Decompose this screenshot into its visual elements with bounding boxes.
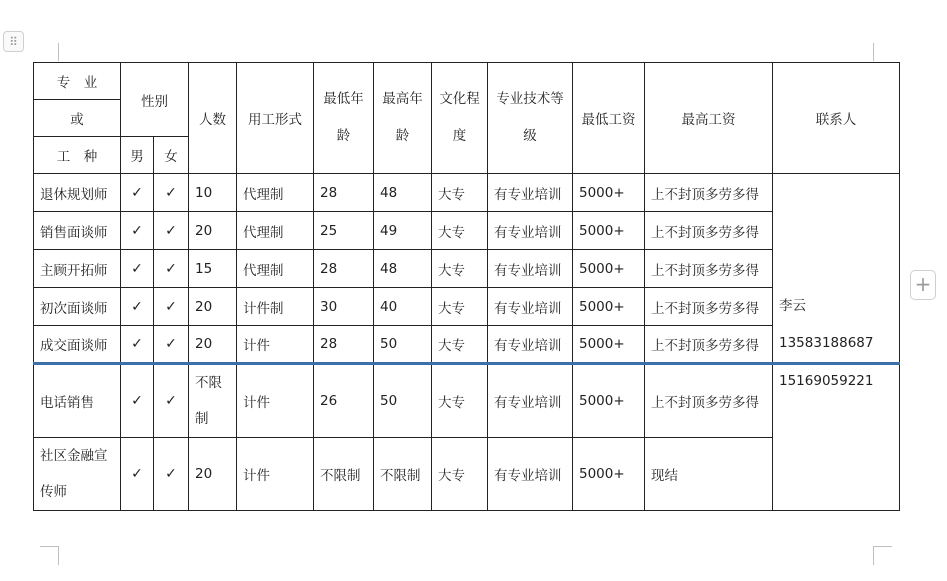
cell-form: 代理制 (237, 250, 314, 288)
header-max-salary: 最高工资 (645, 63, 773, 174)
cell-count: 20 (189, 212, 237, 250)
cell-job: 退休规划师 (34, 174, 121, 212)
cell-min-salary: 5000+ (573, 250, 645, 288)
cell-form: 计件 (237, 326, 314, 364)
cell-max-salary: 上不封顶多劳多得 (645, 212, 773, 250)
cell-max-salary: 上不封顶多劳多得 (645, 364, 773, 438)
table-row (34, 438, 900, 511)
cell-max-salary: 上不封顶多劳多得 (645, 250, 773, 288)
header-education: 文化程度 (432, 63, 488, 174)
header-count: 人数 (189, 63, 237, 174)
cell-skill: 有专业培训 (488, 288, 573, 326)
cell-min-salary: 5000+ (573, 288, 645, 326)
cell-form: 代理制 (237, 212, 314, 250)
cell-min-age: 28 (314, 326, 374, 364)
cell-job: 初次面谈师 (34, 288, 121, 326)
header-skill: 专业技术等级 (488, 63, 573, 174)
female-check: ✓ (154, 174, 189, 212)
cell-count: 10 (189, 174, 237, 212)
table-row (34, 288, 900, 326)
plus-icon: + (914, 272, 932, 296)
cell-max-age: 50 (374, 364, 432, 438)
male-check: ✓ (121, 438, 154, 511)
cell-edu: 大专 (432, 250, 488, 288)
header-major-1: 专 业 (34, 63, 121, 100)
cell-edu: 大专 (432, 326, 488, 364)
header-employment: 用工形式 (237, 63, 314, 174)
cell-max-age: 48 (374, 250, 432, 288)
contact-phone-2: 15169059221 (779, 373, 874, 389)
cell-count: 20 (189, 288, 237, 326)
add-column-button[interactable] (910, 270, 936, 300)
header-female: 女 (154, 137, 189, 174)
cell-form: 计件制 (237, 288, 314, 326)
cell-edu: 大专 (432, 288, 488, 326)
cell-min-salary: 5000+ (573, 438, 645, 511)
cell-job: 成交面谈师 (34, 326, 121, 364)
cell-edu: 大专 (432, 174, 488, 212)
cell-skill: 有专业培训 (488, 438, 573, 511)
female-check: ✓ (154, 212, 189, 250)
contact-name: 李云 (779, 298, 806, 314)
cell-edu: 大专 (432, 212, 488, 250)
male-check: ✓ (121, 326, 154, 364)
table-row (34, 364, 900, 438)
cell-min-salary: 5000+ (573, 364, 645, 438)
cell-count: 20 (189, 438, 237, 511)
cell-skill: 有专业培训 (488, 174, 573, 212)
header-min-salary: 最低工资 (573, 63, 645, 174)
drag-handle-icon[interactable]: ⠿ (3, 31, 24, 52)
cell-job: 主顾开拓师 (34, 250, 121, 288)
cell-max-age: 49 (374, 212, 432, 250)
header-male: 男 (121, 137, 154, 174)
cell-count: 15 (189, 250, 237, 288)
crop-mark-top-left (40, 43, 59, 61)
cell-min-salary: 5000+ (573, 212, 645, 250)
table-row (34, 174, 900, 212)
header-gender: 性别 (121, 63, 189, 137)
table-row (34, 250, 900, 288)
female-check: ✓ (154, 364, 189, 438)
cell-min-age: 26 (314, 364, 374, 438)
female-check: ✓ (154, 326, 189, 364)
cell-form: 计件 (237, 364, 314, 438)
cell-job: 社区金融宣传师 (34, 438, 121, 511)
cell-max-salary: 上不封顶多劳多得 (645, 288, 773, 326)
cell-max-salary: 上不封顶多劳多得 (645, 174, 773, 212)
cell-skill: 有专业培训 (488, 364, 573, 438)
cell-job: 销售面谈师 (34, 212, 121, 250)
cell-form: 计件 (237, 438, 314, 511)
contact-cell-bottom (773, 364, 900, 511)
female-check: ✓ (154, 438, 189, 511)
header-major-3: 工 种 (34, 137, 121, 174)
table-row (34, 326, 900, 364)
cell-min-age: 不限制 (314, 438, 374, 511)
female-check: ✓ (154, 250, 189, 288)
cell-edu: 大专 (432, 364, 488, 438)
cell-edu: 大专 (432, 438, 488, 511)
cell-skill: 有专业培训 (488, 250, 573, 288)
cell-count: 20 (189, 326, 237, 364)
cell-max-age: 不限制 (374, 438, 432, 511)
cell-min-age: 28 (314, 250, 374, 288)
recruitment-table (33, 62, 900, 511)
contact-cell-top (773, 174, 900, 364)
cell-form: 代理制 (237, 174, 314, 212)
male-check: ✓ (121, 250, 154, 288)
cell-min-age: 25 (314, 212, 374, 250)
cell-min-salary: 5000+ (573, 326, 645, 364)
header-max-age: 最高年龄 (374, 63, 432, 174)
crop-mark-bottom-left (40, 546, 59, 565)
cell-min-salary: 5000+ (573, 174, 645, 212)
cell-min-age: 28 (314, 174, 374, 212)
cell-count: 不限制 (189, 364, 237, 438)
crop-mark-bottom-right (873, 546, 892, 565)
male-check: ✓ (121, 364, 154, 438)
header-major-2: 或 (34, 100, 121, 137)
cell-min-age: 30 (314, 288, 374, 326)
female-check: ✓ (154, 288, 189, 326)
table-row (34, 212, 900, 250)
crop-mark-top-right (873, 43, 892, 61)
male-check: ✓ (121, 174, 154, 212)
cell-max-age: 48 (374, 174, 432, 212)
cell-max-age: 40 (374, 288, 432, 326)
cell-max-age: 50 (374, 326, 432, 364)
header-min-age: 最低年龄 (314, 63, 374, 174)
contact-phone-1: 13583188687 (779, 335, 874, 351)
header-row-1 (34, 63, 900, 100)
male-check: ✓ (121, 212, 154, 250)
cell-max-salary: 上不封顶多劳多得 (645, 326, 773, 364)
cell-skill: 有专业培训 (488, 212, 573, 250)
cell-job: 电话销售 (34, 364, 121, 438)
header-contact: 联系人 (773, 63, 900, 174)
cell-skill: 有专业培训 (488, 326, 573, 364)
cell-max-salary: 现结 (645, 438, 773, 511)
male-check: ✓ (121, 288, 154, 326)
